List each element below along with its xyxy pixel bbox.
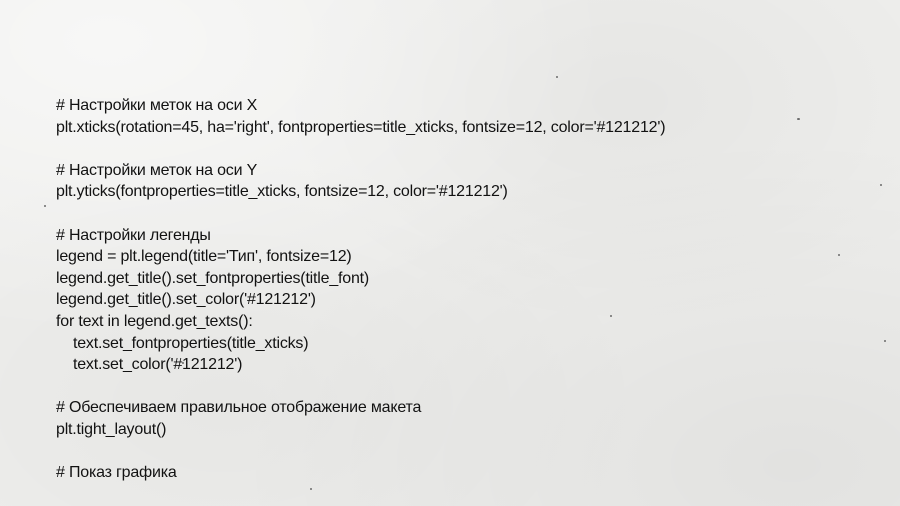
code-line: plt.tight_layout(): [56, 420, 167, 438]
dust-speck: [884, 340, 886, 342]
code-line: text.set_fontproperties(title_xticks): [56, 334, 309, 352]
code-line: [56, 441, 665, 463]
dust-speck: [556, 76, 558, 78]
dust-speck: [797, 118, 800, 120]
code-line: text.set_color('#121212'): [56, 356, 243, 374]
dust-speck: [44, 205, 46, 207]
code-line: plt.yticks(fontproperties=title_xticks, fontsize=12, color='#121212'): [56, 183, 508, 201]
code-line: # Настройки меток на оси Y: [56, 161, 258, 179]
code-block: [56, 95, 665, 484]
dust-speck: [310, 488, 312, 490]
code-line: # Настройки легенды: [56, 226, 211, 244]
code-line: # Показ графика: [56, 464, 177, 482]
code-line: [56, 138, 665, 160]
code-line: for text in legend.get_texts():: [56, 312, 253, 330]
code-line: # Обеспечиваем правильное отображение макета: [56, 399, 422, 417]
code-line: legend.get_title().set_fontproperties(title_font): [56, 269, 370, 287]
code-line: [56, 203, 665, 225]
code-line: plt.xticks(rotation=45, ha='right', fontproperties=title_xticks, fontsize=12, color='#121212'): [56, 118, 666, 136]
code-line: legend = plt.legend(title='Тип', fontsize=12): [56, 248, 352, 266]
dust-speck: [880, 184, 882, 186]
dust-speck: [838, 254, 840, 256]
code-line: legend.get_title().set_color('#121212'): [56, 291, 316, 309]
code-line: [56, 376, 665, 398]
code-line: # Настройки меток на оси X: [56, 97, 258, 114]
